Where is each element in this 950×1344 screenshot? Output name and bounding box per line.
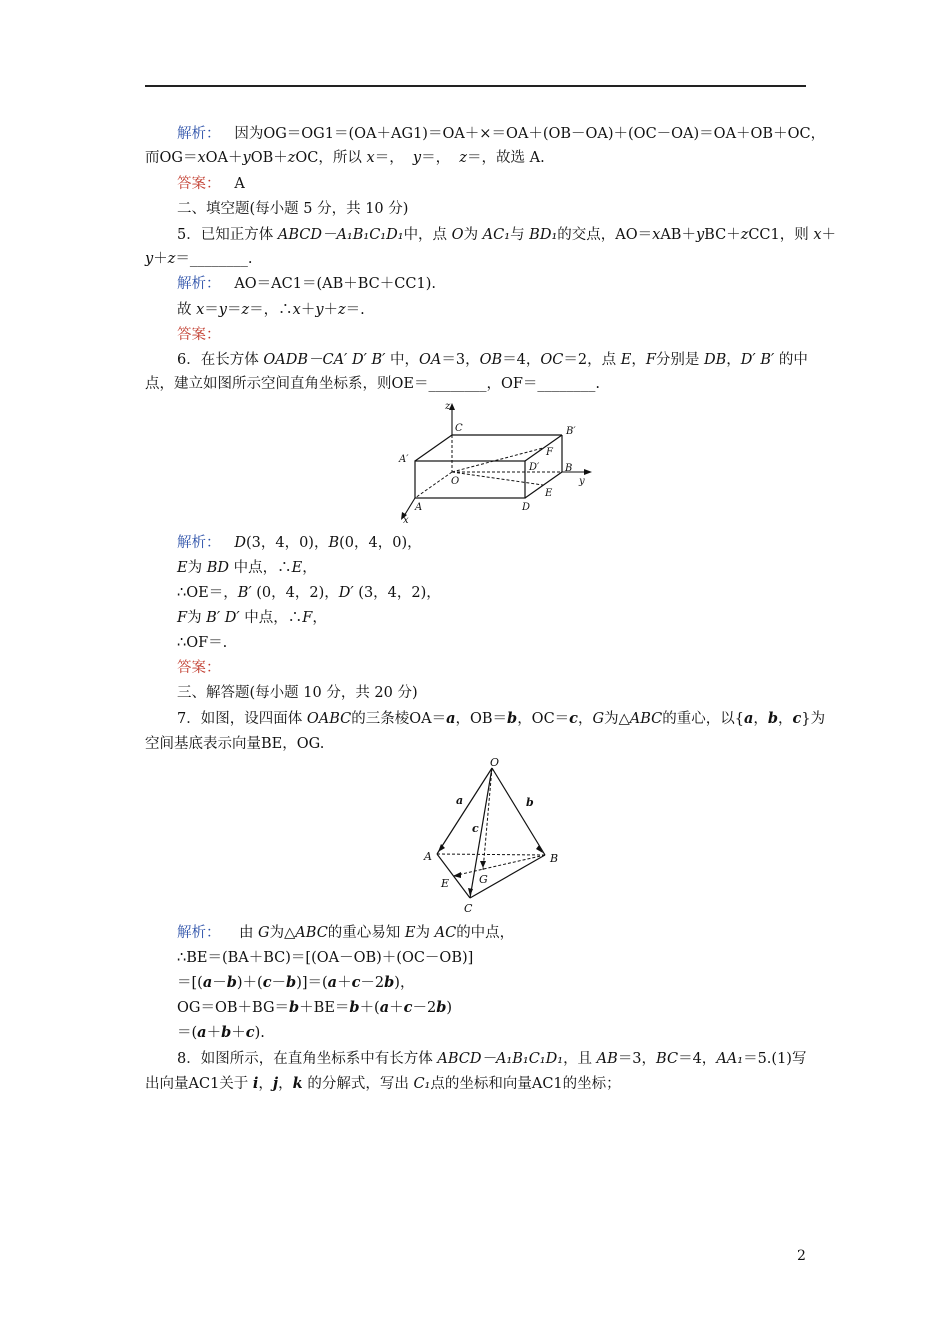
tetrahedron-figure (420, 758, 565, 918)
q7-stem-line1: 7．如图，设四面体 OABC的三条棱OA＝a，OB＝b，OC＝c，G为△ABC的重心，以{a，b，c}为 (177, 710, 826, 727)
cuboid-figure (395, 398, 600, 525)
label-D: D (522, 502, 531, 513)
q4-answer: 答案： A (177, 176, 245, 192)
q5-analysis-line2: 故 x＝y＝z＝，∴x＋y＋z＝. (177, 302, 365, 318)
q5-stem-line1: 5．已知正方体 ABCD－A₁B₁C₁D₁中，点 O为 AC₁与 BD₁的交点，AO＝xAB＋yBC＋zCC1，则 x＋ (177, 227, 837, 243)
label-A: A (424, 850, 432, 863)
label-B: B (565, 463, 573, 474)
label-E: E (441, 877, 450, 890)
q6-analysis-line5: ∴OF＝. (177, 635, 228, 651)
label-C: C (455, 423, 463, 434)
q5-stem-line2: y＋z＝________. (145, 251, 253, 267)
header-rule (145, 85, 806, 87)
label-y: y (579, 476, 585, 487)
q6-stem-line1: 6．在长方体 OADB－CA′ D′ B′ 中，OA＝3，OB＝4，OC＝2，点 E，F分别是 DB，D′ B′ 的中 (177, 352, 808, 368)
label-O: O (490, 758, 500, 769)
q4-analysis-line1: 解析： 因为OG＝OG1＝(OA＋AG1)＝OA＋×＝OA＋(OB－OA)＋(OC－OA)＝OA＋OB＋OC， (177, 126, 826, 142)
section-3-heading: 三、解答题(每小题 10 分，共 20 分) (177, 685, 418, 701)
q6-stem-line2: 点，建立如图所示空间直角坐标系，则OE＝________，OF＝________. (145, 376, 601, 392)
label-b: b (526, 796, 534, 809)
q6-analysis-line3: ∴OE＝，B′ (0，4，2)，D′ (3，4，2)， (177, 585, 441, 601)
q7-analysis-line3: ＝[(a－b)＋(c－b)]＝(a＋c－2b)， (177, 974, 415, 991)
q7-analysis-line5: ＝(a＋b＋c). (177, 1024, 265, 1041)
label-C: C (464, 902, 473, 915)
q7-analysis-line2: ∴BE＝(BA＋BC)＝[(OA－OB)＋(OC－OB)] (177, 950, 474, 966)
label-c: c (472, 822, 479, 835)
label-a: a (456, 794, 464, 807)
section-2-heading: 二、填空题(每小题 5 分，共 10 分) (177, 201, 409, 217)
label-A: A (415, 502, 423, 513)
label-F: F (546, 447, 553, 458)
label-Dprime: D′ (529, 462, 540, 473)
q6-answer: 答案： (177, 660, 221, 676)
label-E: E (545, 488, 553, 499)
q8-stem-line2: 出向量AC1关于 i，j，k 的分解式，写出 C₁点的坐标和向量AC1的坐标； (145, 1075, 621, 1092)
page-number: 2 (797, 1248, 806, 1264)
label-G: G (479, 873, 488, 886)
label-Bprime: B′ (566, 426, 576, 437)
label-Aprime: A′ (399, 454, 409, 465)
q7-analysis-line4: OG＝OB＋BG＝b＋BE＝b＋(a＋c－2b) (177, 999, 453, 1016)
q6-analysis-line1: 解析： D(3，4，0)，B(0，4，0)， (177, 535, 422, 551)
q8-stem-line1: 8．如图所示，在直角坐标系中有长方体 ABCD－A₁B₁C₁D₁，且 AB＝3，BC＝4，AA₁＝5.(1)写 (177, 1051, 807, 1067)
q6-analysis-line4: F为 B′ D′ 中点，∴F， (177, 610, 327, 626)
q7-stem-line2: 空间基底表示向量BE，OG. (145, 736, 325, 752)
q5-answer: 答案： (177, 327, 221, 343)
label-x: x (403, 515, 409, 525)
label-O: O (451, 476, 460, 487)
q6-analysis-line2: E为 BD 中点，∴E， (177, 560, 317, 576)
q5-analysis: 解析： AO＝AC1＝(AB＋BC＋CC1). (177, 276, 436, 292)
label-z: z (445, 401, 451, 412)
label-B: B (550, 852, 559, 865)
q7-analysis-line1: 解析： 由 G为△ABC的重心易知 E为 AC的中点， (177, 925, 515, 941)
q4-analysis-line2: 而OG＝xOA＋yOB＋zOC，所以 x＝， y＝， z＝，故选 A. (145, 150, 545, 166)
